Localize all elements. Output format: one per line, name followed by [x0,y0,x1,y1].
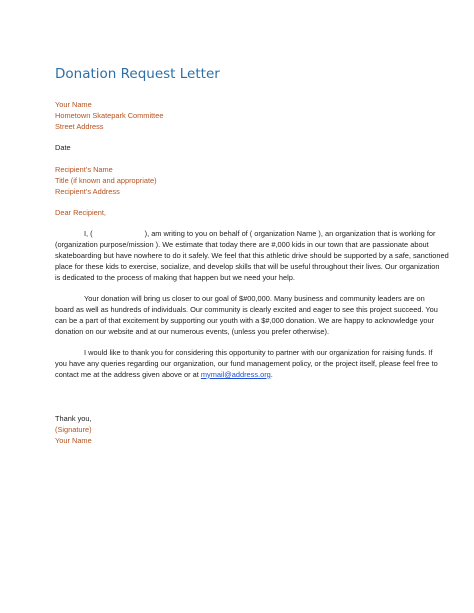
paragraph-thanks [55,348,438,381]
sender-block [55,99,163,132]
paragraph-line: (organization purpose/mission ). We estimate that today there are #,000 kids in our town that are passionate about [55,239,429,249]
text-fragment: ), am writing to you on behalf of ( organization Name ), an organization that is working for [144,229,436,238]
paragraph-line: skateboarding but have nowhere to do it safely. We feel that this athletic drive should be supported by a safe, sanctioned [55,250,449,260]
sender-name: Your Name [55,100,92,109]
text-fragment: contact me at the address given above or at [55,369,201,379]
closing-block [55,413,92,446]
paragraph-line: is dedicated to the process of making that happen but we need your help. [55,272,295,282]
sender-address: Street Address [55,122,104,131]
closing-signature: (Signature) [55,425,92,434]
recipient-title: Title (if known and appropriate) [55,176,157,185]
email-link[interactable]: mymail@address.org [200,369,271,379]
paragraph-line: board as well as hundreds of individuals. Our community is clearly excited and eager to see this project succeed. You [55,304,438,314]
paragraph-line [55,229,436,240]
date-line: Date [55,143,71,152]
paragraph-line: can be a part of that excitement by supporting our youth with a $#,000 donation. We are happy to acknowledge your [55,315,435,325]
paragraph-line [55,370,417,381]
page-title: Donation Request Letter [55,66,220,82]
paragraph-line: place for these kids to exercise, socialize, and develop skills that will be useful throughout their lives. Our organization [55,261,440,271]
paragraph-line: Your donation will bring us closer to our goal of $#00,000. Many business and community leaders are on [84,294,425,303]
closing-name: Your Name [55,436,92,445]
text-fragment: . [270,369,273,379]
sender-organization: Hometown Skatepark Committee [55,111,164,120]
recipient-address: Recipient’s Address [55,187,120,196]
salutation: Dear Recipient, [55,208,106,217]
recipient-name: Recipient’s Name [55,165,113,174]
recipient-block [55,164,157,197]
paragraph-line: donation on our website and at our numerous events, (unless you prefer otherwise). [55,326,330,336]
paragraph-line: I would like to thank you for considering this opportunity to partner with our organization for raising funds. If [84,348,433,357]
paragraph-intro [55,229,449,284]
paragraph-donation [55,294,438,338]
closing-thanks: Thank you, [55,414,92,423]
paragraph-line: you have any queries regarding our organization, our fund management policy, or the project itself, please feel free to [55,358,438,368]
text-fragment: I, ( [84,229,93,238]
